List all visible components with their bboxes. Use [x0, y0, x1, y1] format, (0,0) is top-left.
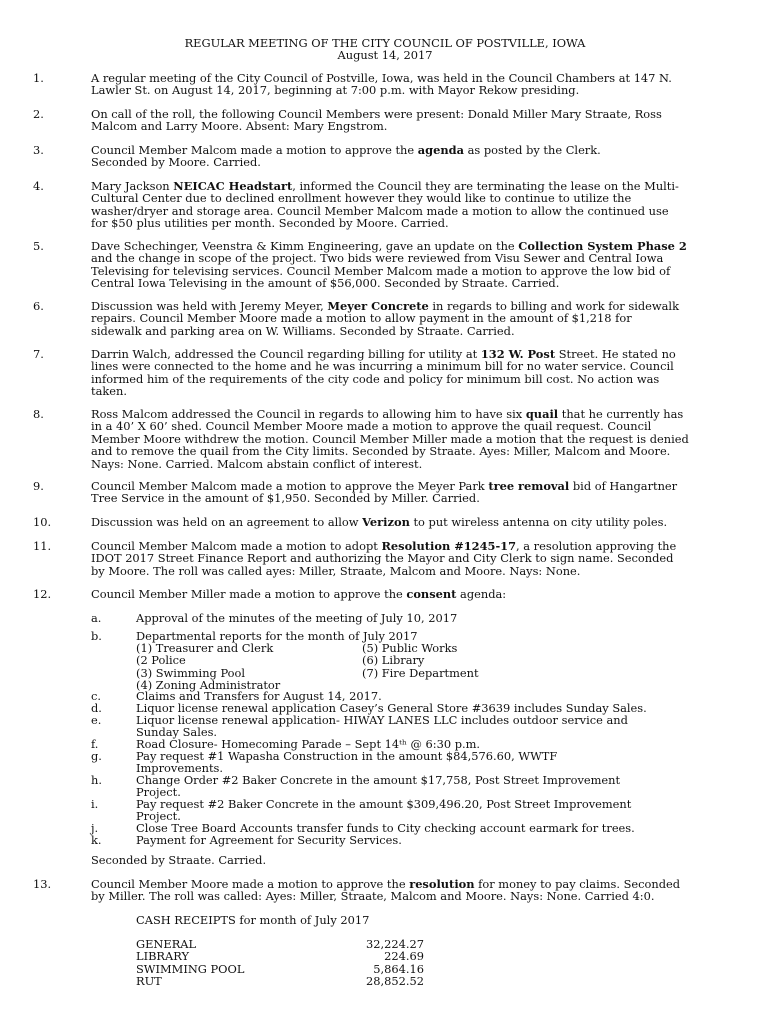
item-number: 8.	[33, 407, 44, 421]
item-text-line	[91, 120, 387, 132]
item-text-line	[91, 565, 580, 577]
consent-letter: b.	[91, 629, 102, 643]
text-run: agenda:	[456, 587, 507, 601]
consent-text-line: Liquor license renewal application Casey’s General Store #3639 includes Sunday Sales.	[136, 701, 647, 715]
dept-report-left: (1) Treasurer and Clerk	[136, 641, 274, 655]
text-run: sidewalk and parking area on W. Williams. Seconded by Straate. Carried.	[91, 323, 515, 338]
consent-text-line: Improvements.	[136, 761, 223, 776]
text-run: repairs. Council Member Moore made a motion to allow payment in the amount of $1,218 for	[91, 311, 632, 326]
text-run: lines were connected to the home and he was incurring a minimum bill for no water service. Council	[91, 359, 674, 374]
consent-seconded: Seconded by Straate. Carried.	[91, 853, 267, 867]
dept-report-left: (4) Zoning Administrator	[136, 678, 281, 693]
item-text-line	[91, 492, 480, 504]
bold-term: tree removal	[488, 479, 570, 493]
consent-letter: a.	[91, 611, 102, 625]
text-run: informed him of the requirements of the city code and policy for minimum bill cost. No action was	[91, 371, 660, 386]
text-run: bid of Hangartner	[569, 479, 678, 493]
text-run: Council Member Malcom made a motion to approve the Meyer Park	[91, 479, 489, 493]
bold-term: quail	[525, 407, 559, 421]
text-run: for money to pay claims. Seconded	[474, 877, 681, 891]
consent-text-line: Project.	[136, 785, 181, 800]
fund-amount: 32,224.27	[366, 937, 424, 951]
bold-term: agenda	[417, 143, 464, 157]
consent-letter: f.	[91, 737, 99, 751]
text-run: Seconded by Moore. Carried.	[91, 155, 261, 170]
bold-term: 132 W. Post	[480, 347, 556, 361]
item-number: 12.	[33, 587, 52, 601]
consent-letter: g.	[91, 749, 102, 763]
item-number: 7.	[33, 347, 44, 361]
fund-name: LIBRARY	[136, 949, 189, 964]
consent-text-line: Sunday Sales.	[136, 725, 218, 740]
consent-letter: j.	[91, 821, 99, 835]
bold-term: consent	[406, 587, 457, 601]
consent-text-line: Payment for Agreement for Security Services.	[136, 833, 402, 847]
fund-amount: 5,864.16	[373, 961, 424, 976]
item-text-line	[91, 325, 515, 337]
text-run: and to remove the quail from the City limits. Seconded by Straate. Ayes: Miller, Malcom and Moore.	[91, 444, 671, 459]
consent-letter: d.	[91, 701, 102, 715]
cash-receipts-title: CASH RECEIPTS for month of July 2017	[136, 913, 370, 927]
item-number: 1.	[33, 71, 44, 85]
bold-term: resolution	[409, 877, 475, 891]
item-text-line	[91, 890, 654, 902]
text-run: in regards to billing and work for sidewalk	[428, 299, 679, 313]
text-run: Member Moore withdrew the motion. Council Member Miller made a motion that the request is denied	[91, 431, 689, 446]
dept-report-right: (5) Public Works	[362, 641, 458, 655]
item-number: 5.	[33, 239, 44, 253]
text-run: Tree Service in the amount of $1,950. Seconded by Miller. Carried.	[91, 491, 480, 506]
item-text-line	[91, 458, 422, 470]
item-text-line	[91, 217, 449, 229]
item-text-line	[91, 156, 261, 168]
item-text-line	[91, 84, 579, 96]
item-text-line	[91, 588, 506, 600]
item-text-line	[91, 516, 667, 528]
text-run: Nays: None. Carried. Malcom abstain conflict of interest.	[91, 456, 423, 471]
text-run: Street. He stated no	[555, 347, 676, 361]
text-run: and the change in scope of the project. Two bids were reviewed from Visu Sewer and Central Iowa	[91, 251, 664, 266]
text-run: A regular meeting of the City Council of Postville, Iowa, was held in the Council Chambers at 147 N.	[91, 71, 672, 85]
text-run: IDOT 2017 Street Finance Report and authorizing the Mayor and City Clerk to sign name. Seconded	[91, 551, 674, 566]
consent-text-line: Road Closure- Homecoming Parade – Sept 14ᵗʰ @ 6:30 p.m.	[136, 737, 481, 751]
item-number: 3.	[33, 143, 44, 157]
text-run: Malcom and Larry Moore. Absent: Mary Engstrom.	[91, 119, 388, 134]
consent-text-line: Pay request #2 Baker Concrete in the amount $309,496.20, Post Street Improvement	[136, 797, 632, 811]
bold-term: NEICAC Headstart	[173, 179, 293, 193]
fund-name: RUT	[136, 974, 162, 989]
consent-text-line: Pay request #1 Wapasha Construction in the amount $84,576.60, WWTF	[136, 749, 558, 763]
text-run: by Miller. The roll was called: Ayes: Miller, Straate, Malcom and Moore. Nays: None. Carried 4:0.	[91, 889, 655, 904]
text-run: as posted by the Clerk.	[463, 143, 601, 157]
text-run: to put wireless antenna on city utility poles.	[409, 515, 668, 529]
consent-letter: e.	[91, 713, 102, 727]
consent-text-line: Claims and Transfers for August 14, 2017.	[136, 689, 382, 703]
text-run: in a 40’ X 60’ shed. Council Member Moore made a motion to approve the quail request. Council	[91, 419, 652, 434]
text-run: Mary Jackson	[91, 179, 174, 193]
text-run: Council Member Malcom made a motion to approve the	[91, 143, 418, 157]
dept-report-right: (6) Library	[362, 653, 425, 668]
text-run: Ross Malcom addressed the Council in regards to allowing him to have six	[91, 407, 526, 421]
fund-amount: 224.69	[384, 949, 424, 964]
fund-name: SWIMMING POOL	[136, 961, 245, 976]
text-run: , a resolution approving the	[516, 539, 677, 553]
consent-text-line: Change Order #2 Baker Concrete in the amount $17,758, Post Street Improvement	[136, 773, 621, 787]
meeting-date: August 14, 2017	[337, 48, 433, 62]
document-title: REGULAR MEETING OF THE CITY COUNCIL OF POSTVILLE, IOWA	[184, 36, 586, 50]
text-run: Discussion was held on an agreement to allow	[91, 515, 363, 529]
consent-text-line: Close Tree Board Accounts transfer funds to City checking account earmark for trees.	[136, 821, 635, 835]
text-run: by Moore. The roll was called ayes: Miller, Straate, Malcom and Moore. Nays: None.	[91, 563, 581, 578]
text-run: Lawler St. on August 14, 2017, beginning at 7:00 p.m. with Mayor Rekow presiding.	[91, 83, 580, 98]
consent-text-line: Project.	[136, 809, 181, 824]
consent-letter: c.	[91, 689, 102, 703]
text-run: Council Member Moore made a motion to approve the	[91, 877, 410, 891]
bold-term: Collection System Phase 2	[518, 239, 687, 253]
text-run: Dave Schechinger, Veenstra & Kimm Engineering, gave an update on the	[91, 239, 519, 253]
text-run: Cultural Center due to declined enrollment however they would like to continue to utilize the	[91, 191, 632, 206]
text-run: for $50 plus utilities per month. Seconded by Moore. Carried.	[91, 216, 449, 231]
consent-letter: k.	[91, 833, 102, 847]
item-number: 4.	[33, 179, 44, 193]
dept-report-right: (7) Fire Department	[362, 665, 479, 680]
text-run: , informed the Council they are terminating the lease on the Multi-	[292, 179, 679, 193]
dept-report-left: (2 Police	[136, 653, 186, 668]
item-number: 13.	[33, 877, 52, 891]
item-number: 10.	[33, 515, 52, 529]
text-run: taken.	[91, 384, 127, 399]
item-text-line	[91, 277, 559, 289]
text-run: Televising for televising services. Council Member Malcom made a motion to approve the low bid of	[91, 263, 671, 278]
item-number: 9.	[33, 479, 44, 493]
item-number: 2.	[33, 107, 44, 121]
text-run: On call of the roll, the following Council Members were present: Donald Miller Mary Straate, Ross	[91, 107, 662, 121]
consent-text-line: Liquor license renewal application- HIWAY LANES LLC includes outdoor service and	[136, 713, 628, 727]
text-run: Darrin Walch, addressed the Council regarding billing for utility at	[91, 347, 481, 361]
item-text-line	[91, 373, 659, 385]
bold-term: Meyer Concrete	[327, 299, 429, 313]
consent-letter: h.	[91, 773, 102, 787]
consent-text-line: Approval of the minutes of the meeting of July 10, 2017	[136, 611, 458, 625]
text-run: washer/dryer and storage area. Council Member Malcom made a motion to allow the continued use	[91, 203, 669, 218]
item-number: 6.	[33, 299, 44, 313]
text-run: Council Member Malcom made a motion to adopt	[91, 539, 382, 553]
bold-term: Verizon	[362, 515, 410, 529]
consent-text-line: Departmental reports for the month of July 2017	[136, 629, 418, 643]
text-run: Discussion was held with Jeremy Meyer,	[91, 299, 328, 313]
text-run: that he currently has	[558, 407, 684, 421]
item-number: 11.	[33, 539, 52, 553]
text-run: Council Member Miller made a motion to approve the	[91, 587, 407, 601]
bold-term: Resolution #1245-17	[381, 539, 517, 553]
fund-amount: 28,852.52	[366, 974, 424, 989]
item-text-line	[91, 385, 127, 397]
dept-report-left: (3) Swimming Pool	[136, 665, 246, 680]
fund-name: GENERAL	[136, 937, 197, 951]
text-run: Central Iowa Televising in the amount of $56,000. Seconded by Straate. Carried.	[91, 276, 560, 291]
consent-letter: i.	[91, 797, 99, 811]
